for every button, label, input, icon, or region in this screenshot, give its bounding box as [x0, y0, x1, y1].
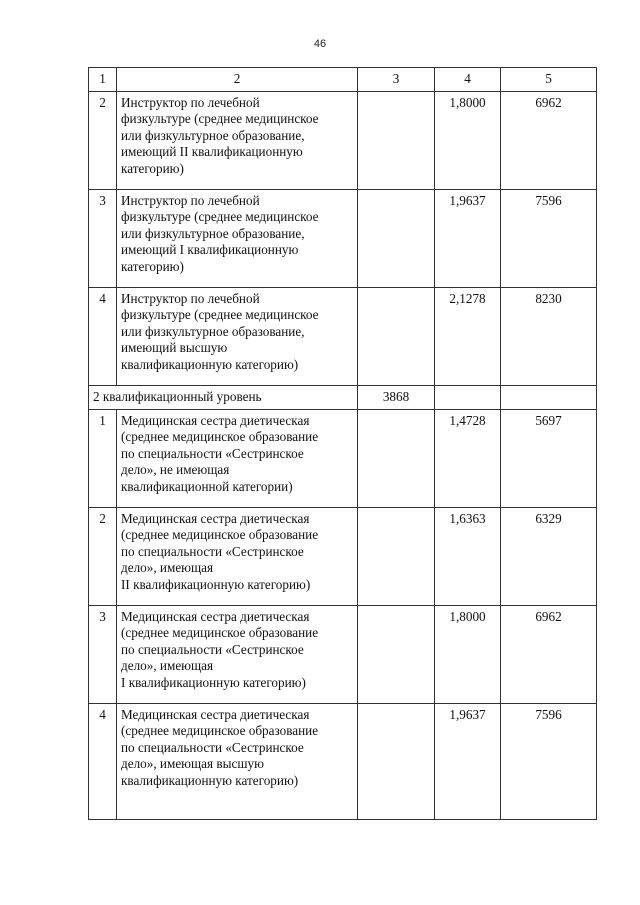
base-salary-cell: [358, 288, 435, 386]
coefficient-cell: 1,8000: [435, 606, 501, 704]
position-description: Медицинская сестра диетическая (среднее медицинское образование по специальности «Сестринское дело», имеющая II квалификационную категорию): [117, 508, 358, 606]
position-description: Медицинская сестра диетическая (среднее медицинское образование по специальности «Сестринское дело», имеющая высшую квалификационную категорию): [117, 704, 358, 820]
coefficient-cell: 2,1278: [435, 288, 501, 386]
salary-cell: 7596: [501, 190, 597, 288]
position-description: Инструктор по лечебной физкультуре (среднее медицинское или физкультурное образование, имеющий высшую квалификационную категорию): [117, 288, 358, 386]
qualification-level-label: 2 квалификационный уровень: [89, 386, 358, 410]
coefficient-cell: 1,9637: [435, 190, 501, 288]
salary-cell: 7596: [501, 704, 597, 820]
position-description: Инструктор по лечебной физкультуре (среднее медицинское или физкультурное образование, имеющий II квалификационную категорию): [117, 92, 358, 190]
row-number: 3: [89, 606, 117, 704]
table-row: [89, 508, 597, 606]
position-description: Медицинская сестра диетическая (среднее медицинское образование по специальности «Сестринское дело», не имеющая квалификационной категории): [117, 410, 358, 508]
row-number: 4: [89, 288, 117, 386]
table-row: [89, 288, 597, 386]
header-col-2: 2: [117, 68, 358, 92]
table-row: [89, 410, 597, 508]
base-salary-cell: [358, 190, 435, 288]
header-col-1: 1: [89, 68, 117, 92]
base-salary-cell: [358, 508, 435, 606]
salary-cell: 6329: [501, 508, 597, 606]
coefficient-cell: 1,8000: [435, 92, 501, 190]
salary-cell: 5697: [501, 410, 597, 508]
table-row: [89, 190, 597, 288]
empty-cell: [435, 386, 501, 410]
salary-cell: 6962: [501, 606, 597, 704]
row-number: 1: [89, 410, 117, 508]
base-salary-cell: [358, 92, 435, 190]
salary-cell: 6962: [501, 92, 597, 190]
table-row: [89, 606, 597, 704]
page-number: 46: [313, 38, 327, 50]
coefficient-cell: 1,6363: [435, 508, 501, 606]
position-description: Инструктор по лечебной физкультуре (среднее медицинское или физкультурное образование, имеющий I квалификационную категорию): [117, 190, 358, 288]
header-col-5: 5: [501, 68, 597, 92]
table-header-row: [89, 68, 597, 92]
qualification-level-base-salary: 3868: [358, 386, 435, 410]
row-number: 3: [89, 190, 117, 288]
table-row: [89, 92, 597, 190]
header-col-3: 3: [358, 68, 435, 92]
header-col-4: 4: [435, 68, 501, 92]
empty-cell: [501, 386, 597, 410]
table-row: [89, 704, 597, 820]
coefficient-cell: 1,9637: [435, 704, 501, 820]
base-salary-cell: [358, 704, 435, 820]
qualification-level-row: [89, 386, 597, 410]
position-description: Медицинская сестра диетическая (среднее медицинское образование по специальности «Сестринское дело», имеющая I квалификационную категорию): [117, 606, 358, 704]
row-number: 4: [89, 704, 117, 820]
coefficient-cell: 1,4728: [435, 410, 501, 508]
row-number: 2: [89, 92, 117, 190]
salary-cell: 8230: [501, 288, 597, 386]
row-number: 2: [89, 508, 117, 606]
base-salary-cell: [358, 606, 435, 704]
base-salary-cell: [358, 410, 435, 508]
salary-table: [88, 67, 597, 820]
